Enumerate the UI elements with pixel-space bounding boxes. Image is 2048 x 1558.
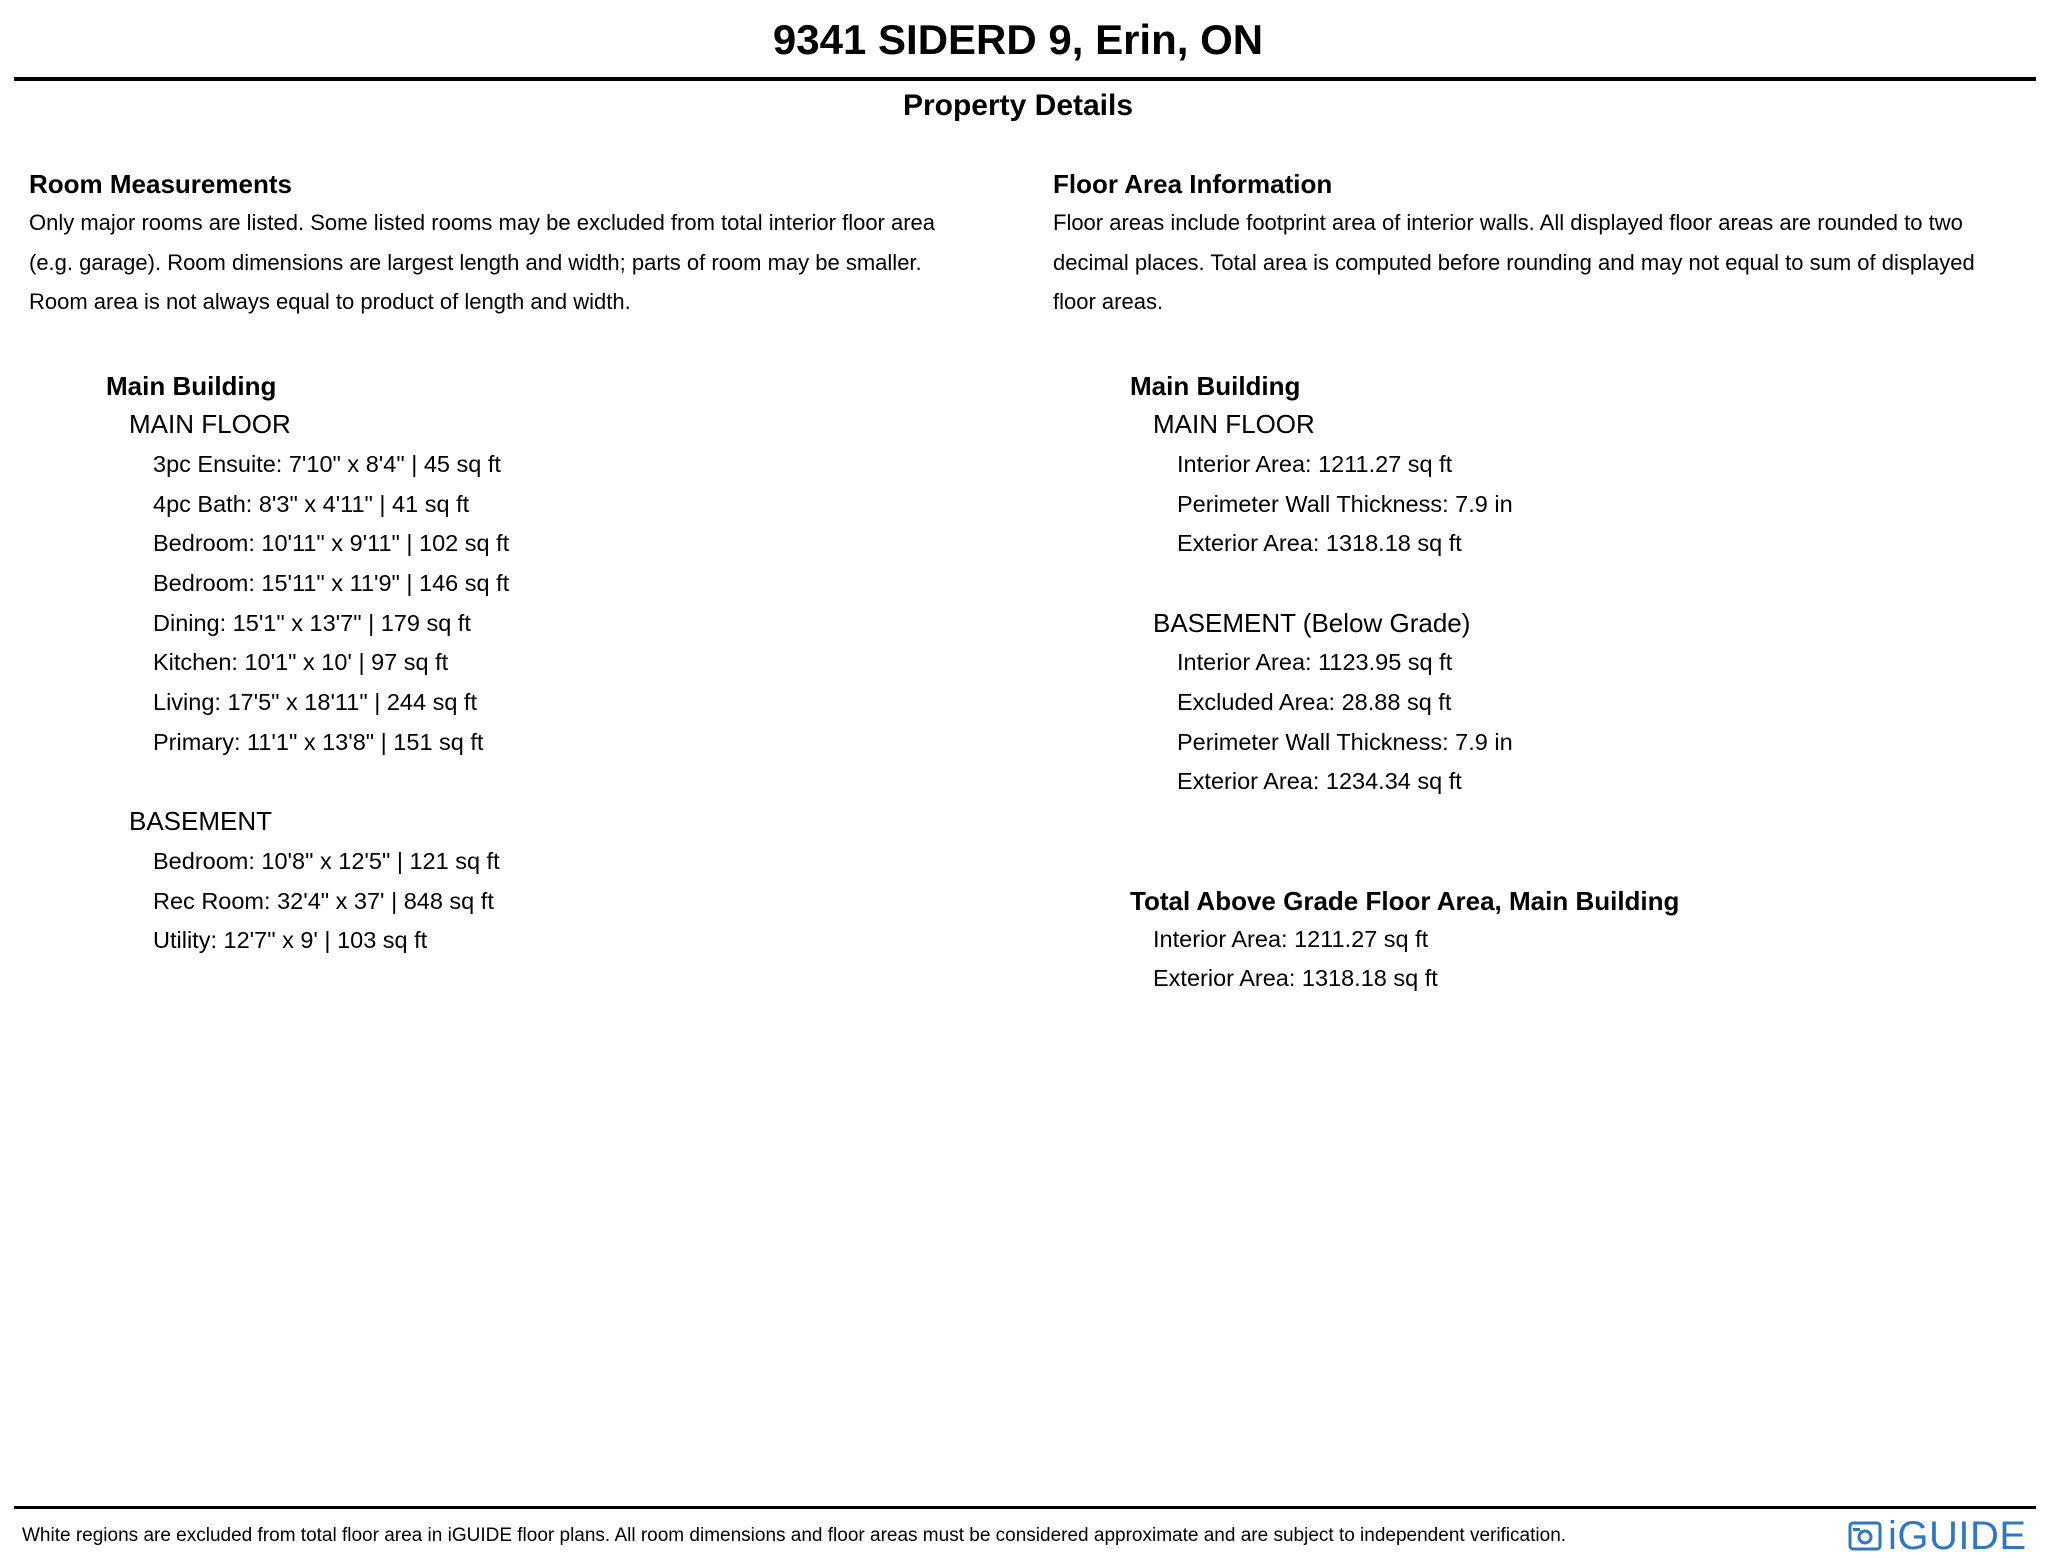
spacer (1053, 802, 2043, 842)
room-measurements-section (29, 165, 1029, 961)
floor-area-description-line: decimal places. Total area is computed before rounding and may not equal to sum of displayed (1053, 249, 1975, 275)
page-title: 9341 SIDERD 9, Erin, ON (772, 16, 1264, 63)
floor-area-section (1053, 165, 2043, 999)
floor-name-main: MAIN FLOOR (129, 409, 291, 440)
page-subtitle: Property Details (902, 89, 1134, 122)
area-item: Exterior Area: 1318.18 sq ft (1177, 530, 1462, 557)
room-item: Bedroom: 10'11" x 9'11" | 102 sq ft (153, 530, 510, 557)
room-item: Living: 17'5" x 18'11" | 244 sq ft (153, 689, 477, 716)
room-item: Bedroom: 15'11" x 11'9" | 146 sq ft (153, 569, 510, 596)
room-item: Kitchen: 10'1" x 10' | 97 sq ft (153, 649, 449, 676)
area-item: Exterior Area: 1234.34 sq ft (1177, 768, 1462, 795)
iguide-logo (1848, 1514, 2027, 1558)
room-item: Bedroom: 10'8" x 12'5" | 121 sq ft (153, 847, 500, 874)
floor-area-description-line: floor areas. (1053, 289, 1164, 315)
area-item: Interior Area: 1123.95 sq ft (1177, 649, 1453, 676)
floor-area-building (1053, 367, 2043, 999)
room-item: Utility: 12'7" x 9' | 103 sq ft (153, 927, 428, 954)
floor-name-main: MAIN FLOOR (1153, 409, 1315, 440)
floor-name-basement: BASEMENT (Below Grade) (1153, 607, 1471, 638)
area-item: Perimeter Wall Thickness: 7.9 in (1177, 490, 1513, 517)
footer-disclaimer: White regions are excluded from total floor area in iGUIDE floor plans. All room dimensions and floor areas must be considered approximate and are subject to independent verification. (22, 1525, 1567, 1546)
building-name: Main Building (106, 371, 277, 402)
room-measurements-description-line: Only major rooms are listed. Some listed rooms may be excluded from total interior floor area (29, 210, 936, 235)
floor-name-basement: BASEMENT (129, 806, 273, 837)
room-measurements-description-line: Room area is not always equal to product of length and width. (29, 289, 631, 315)
spacer (1053, 842, 2043, 882)
title-divider (14, 77, 2036, 81)
floor-area-description-line: Floor areas include footprint area of interior walls. All displayed floor areas are rounded to two (1053, 210, 1963, 235)
room-item: Rec Room: 32'4" x 37' | 848 sq ft (153, 887, 494, 914)
room-measurements-description-line: (e.g. garage). Room dimensions are largest length and width; parts of room may be smaller. (29, 249, 922, 275)
area-item: Excluded Area: 28.88 sq ft (1177, 689, 1452, 716)
floor-area-heading: Floor Area Information (1053, 169, 1333, 199)
room-item: Primary: 11'1" x 13'8" | 151 sq ft (153, 728, 484, 755)
room-measurements-building (29, 367, 1029, 961)
spacer (1053, 564, 2043, 604)
area-item: Perimeter Wall Thickness: 7.9 in (1177, 728, 1513, 755)
area-item: Interior Area: 1211.27 sq ft (1177, 450, 1453, 477)
iguide-logo-text: iGUIDE (1888, 1514, 2027, 1558)
iguide-logo-icon (1848, 1519, 1882, 1553)
room-measurements-heading: Room Measurements (29, 169, 292, 199)
building-name: Main Building (1130, 371, 1301, 402)
footer-divider (14, 1506, 2036, 1509)
room-item: 4pc Bath: 8'3" x 4'11" | 41 sq ft (153, 490, 470, 517)
room-item: 3pc Ensuite: 7'10" x 8'4" | 45 sq ft (153, 450, 501, 477)
total-area-item: Exterior Area: 1318.18 sq ft (1153, 965, 1438, 992)
spacer (29, 762, 1029, 802)
total-area-item: Interior Area: 1211.27 sq ft (1153, 925, 1429, 952)
total-area-heading: Total Above Grade Floor Area, Main Building (1130, 885, 1680, 916)
room-item: Dining: 15'1" x 13'7" | 179 sq ft (153, 609, 471, 636)
